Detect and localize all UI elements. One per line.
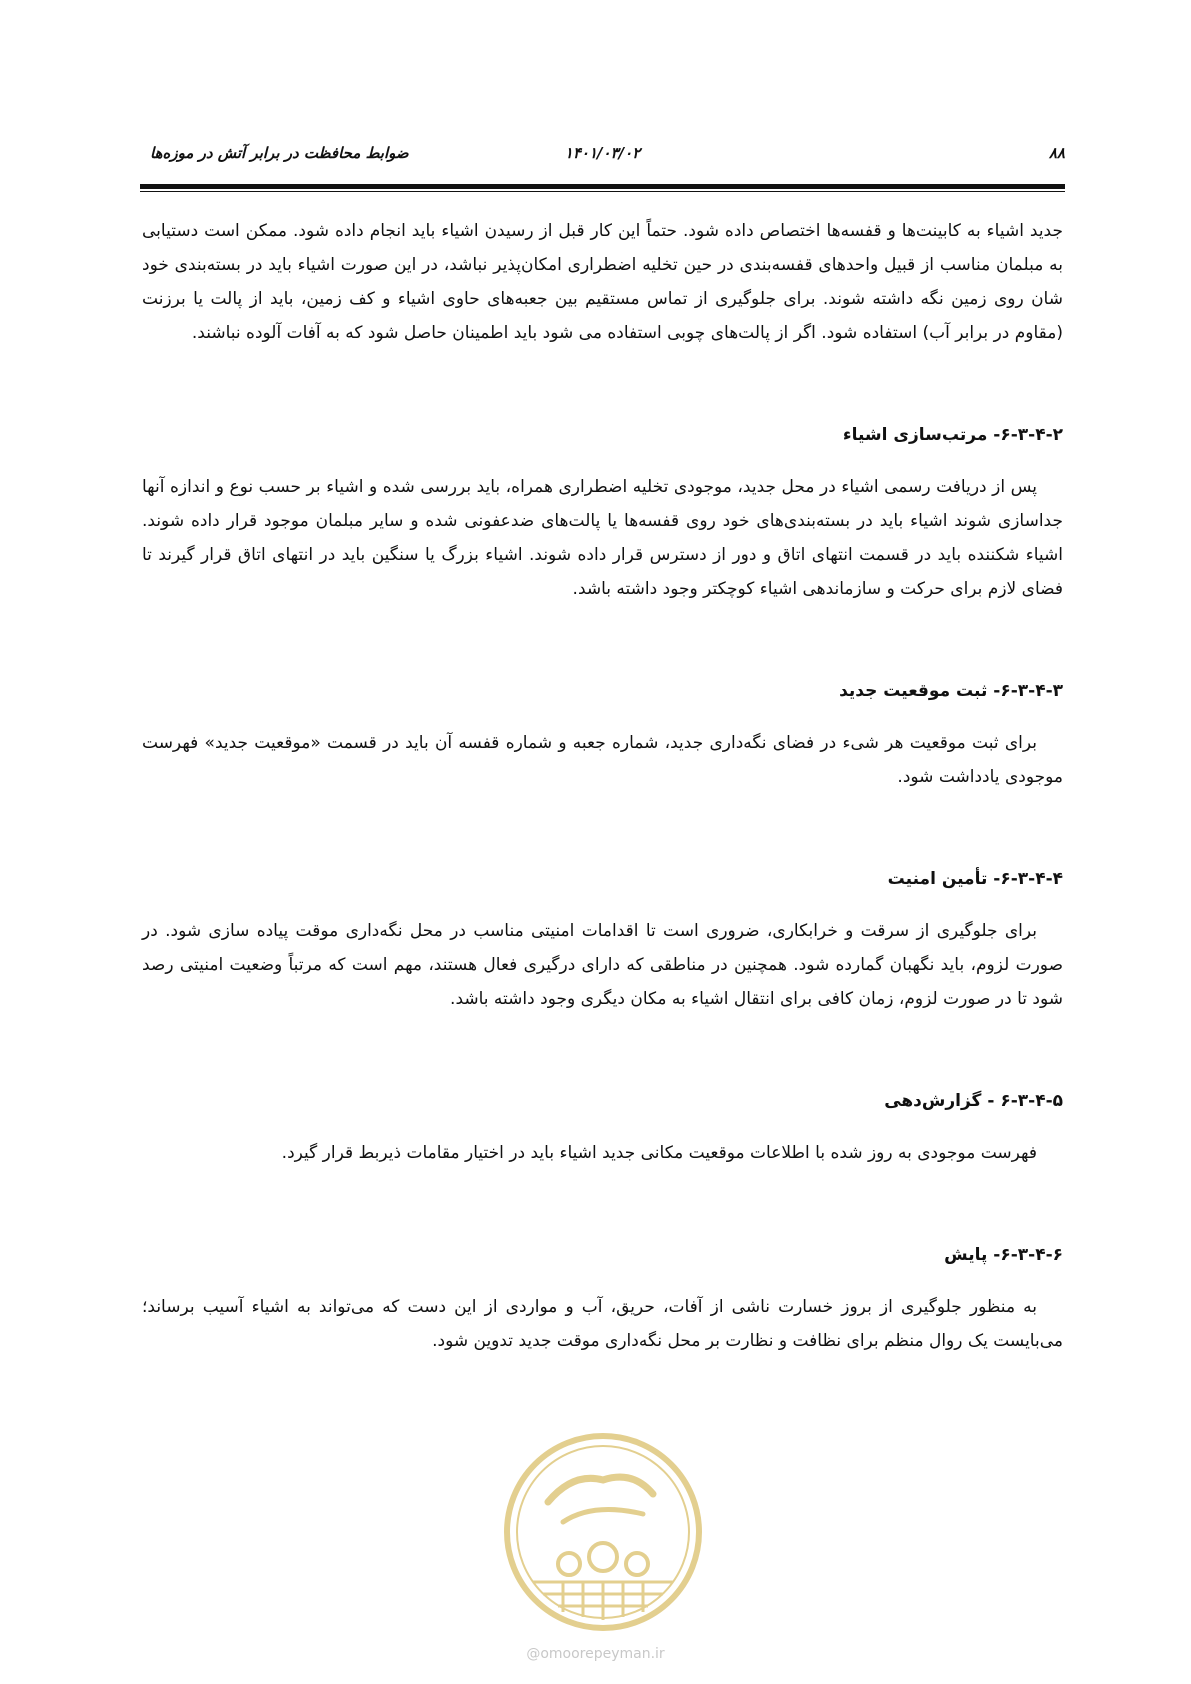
intro-paragraph: جدید اشیاء به کابینت‌ها و قفسه‌ها اختصاص داده شود. حتماً این کار قبل از رسیدن اشیاء باید انجام داده شود. ممکن است دستیابی به مبلمان مناسب از قبیل واحدهای قفسه‌بندی در حین تخلیه اضطراری امکان‌پذیر نباشد، در این صورت اشیاء باید در بسته‌بندی خود شان روی زمین نگه داشته شوند. برای جلوگیری از تماس مستقیم بین جعبه‌های حاوی اشیاء و کف زمین، باید از پالت یا برزنت (مقاوم در برابر آب) استفاده شود. اگر از پالت‌های چوبی استفاده می شود باید اطمینان حاصل شود که به آفات آلوده نباشند. bbox=[142, 221, 1063, 343]
section-heading: ۶-۳-۴-۳- ثبت موقعیت جدید bbox=[839, 681, 1063, 701]
section-paragraph: برای ثبت موقعیت هر شیء در فضای نگه‌داری جدید، شماره جعبه و شماره قفسه آن باید در قسمت «موقعیت جدید» فهرست موجودی یادداشت شود. bbox=[142, 733, 1063, 787]
watermark-url: @omoorepeyman.ir bbox=[526, 1646, 665, 1662]
header-date: ۱۴۰۱/۰۳/۰۲ bbox=[564, 144, 641, 162]
body-content bbox=[142, 214, 1063, 1358]
section-paragraph: برای جلوگیری از سرقت و خرابکاری، ضروری است تا اقدامات امنیتی مناسب در محل نگه‌داری موقت پیاده سازی شود. در صورت لزوم، باید نگهبان گمارده شود. همچنین در مناطقی که دارای درگیری فعال هستند، مهم است که مرتباً وضعیت امنیتی رصد شود تا در صورت لزوم، زمان کافی برای انتقال اشیاء به مکان دیگری وجود داشته باشد. bbox=[142, 921, 1063, 1009]
section-paragraph: پس از دریافت رسمی اشیاء در محل جدید، موجودی تخلیه اضطراری همراه، باید بررسی شده و اشیاء بر حسب نوع و اندازه آنها جداسازی شوند اشیاء باید در بسته‌بندی‌های خود روی قفسه‌ها یا پالت‌های ضدعفونی شده و سایر مبلمان موجود قرار داده شوند. اشیاء شکننده باید در قسمت انتهای اتاق و دور از دسترس قرار داده شوند. اشیاء بزرگ یا سنگین باید در انتهای اتاق قرار گیرند تا فضای لازم برای حرکت و سازماندهی اشیاء کوچکتر وجود داشته باشد. bbox=[142, 477, 1063, 599]
section-heading: ۶-۳-۴-۶- پایش bbox=[944, 1245, 1063, 1265]
running-header bbox=[140, 140, 1065, 170]
section-heading: ۶-۳-۴-۴- تأمین امنیت bbox=[887, 869, 1063, 889]
section-heading: ۶-۳-۴-۲- مرتب‌سازی اشیاء bbox=[842, 425, 1063, 445]
header-rule-thin bbox=[140, 191, 1065, 192]
header-rule-thick bbox=[140, 184, 1065, 189]
header-title: ضوابط محافظت در برابر آتش در موزه‌ها bbox=[150, 144, 409, 162]
watermark-seal-icon bbox=[503, 1432, 703, 1632]
section-paragraph: به منظور جلوگیری از بروز خسارت ناشی از آفات، حریق، آب و مواردی از این دست که می‌تواند به اشیاء آسیب برساند؛ می‌بایست یک روال منظم برای نظافت و نظارت بر محل نگه‌داری موقت جدید تدوین شود. bbox=[142, 1297, 1063, 1351]
section-paragraph: فهرست موجودی به روز شده با اطلاعات موقعیت مکانی جدید اشیاء باید در اختیار مقامات ذیربط قرار گیرد. bbox=[281, 1143, 1037, 1163]
section-heading: ۶-۳-۴-۵ - گزارش‌دهی bbox=[884, 1091, 1063, 1111]
page-number: ۸۸ bbox=[1048, 144, 1065, 162]
